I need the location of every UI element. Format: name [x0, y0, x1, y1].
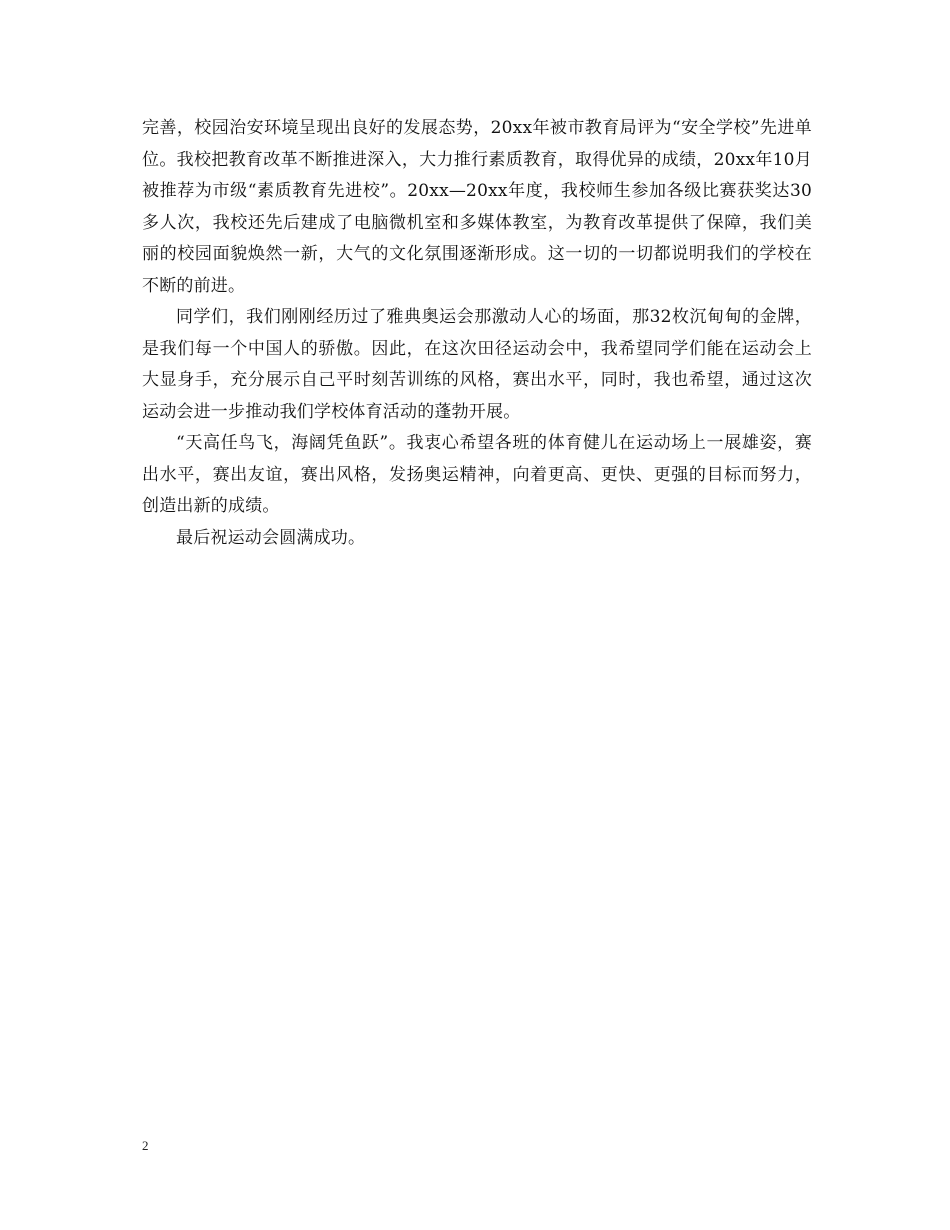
paragraph-3: “天高任鸟飞，海阔凭鱼跃”。我衷心希望各班的体育健儿在运动场上一展雄姿，赛出水平，赛出友谊，赛出风格，发扬奥运精神，向着更高、更快、更强的目标而努力，创造出新的成绩。 — [142, 433, 812, 516]
document-body — [142, 113, 812, 554]
paragraph-4: 最后祝运动会圆满成功。 — [176, 527, 366, 548]
page-number: 2 — [142, 1138, 149, 1153]
paragraph-2: 同学们，我们刚刚经历过了雅典奥运会那激动人心的场面，那32枚沉甸甸的金牌，是我们每一个中国人的骄傲。因此，在这次田径运动会中，我希望同学们能在运动会上大显身手，充分展示自己平时刻苦训练的风格，赛出水平，同时，我也希望，通过这次运动会进一步推动我们学校体育活动的蓬勃开展。 — [142, 307, 812, 422]
paragraph-1: 完善，校园治安环境呈现出良好的发展态势，20xx年被市教育局评为“安全学校”先进单位。我校把教育改革不断推进深入，大力推行素质教育，取得优异的成绩，20xx年10月被推荐为市级“素质教育先进校”。20xx—20xx年度，我校师生参加各级比赛获奖达30多人次，我校还先后建成了电脑微机室和多媒体教室，为教育改革提供了保障，我们美丽的校园面貌焕然一新，大气的文化氛围逐渐形成。这一切的一切都说明我们的学校在不断的前进。 — [142, 118, 812, 296]
